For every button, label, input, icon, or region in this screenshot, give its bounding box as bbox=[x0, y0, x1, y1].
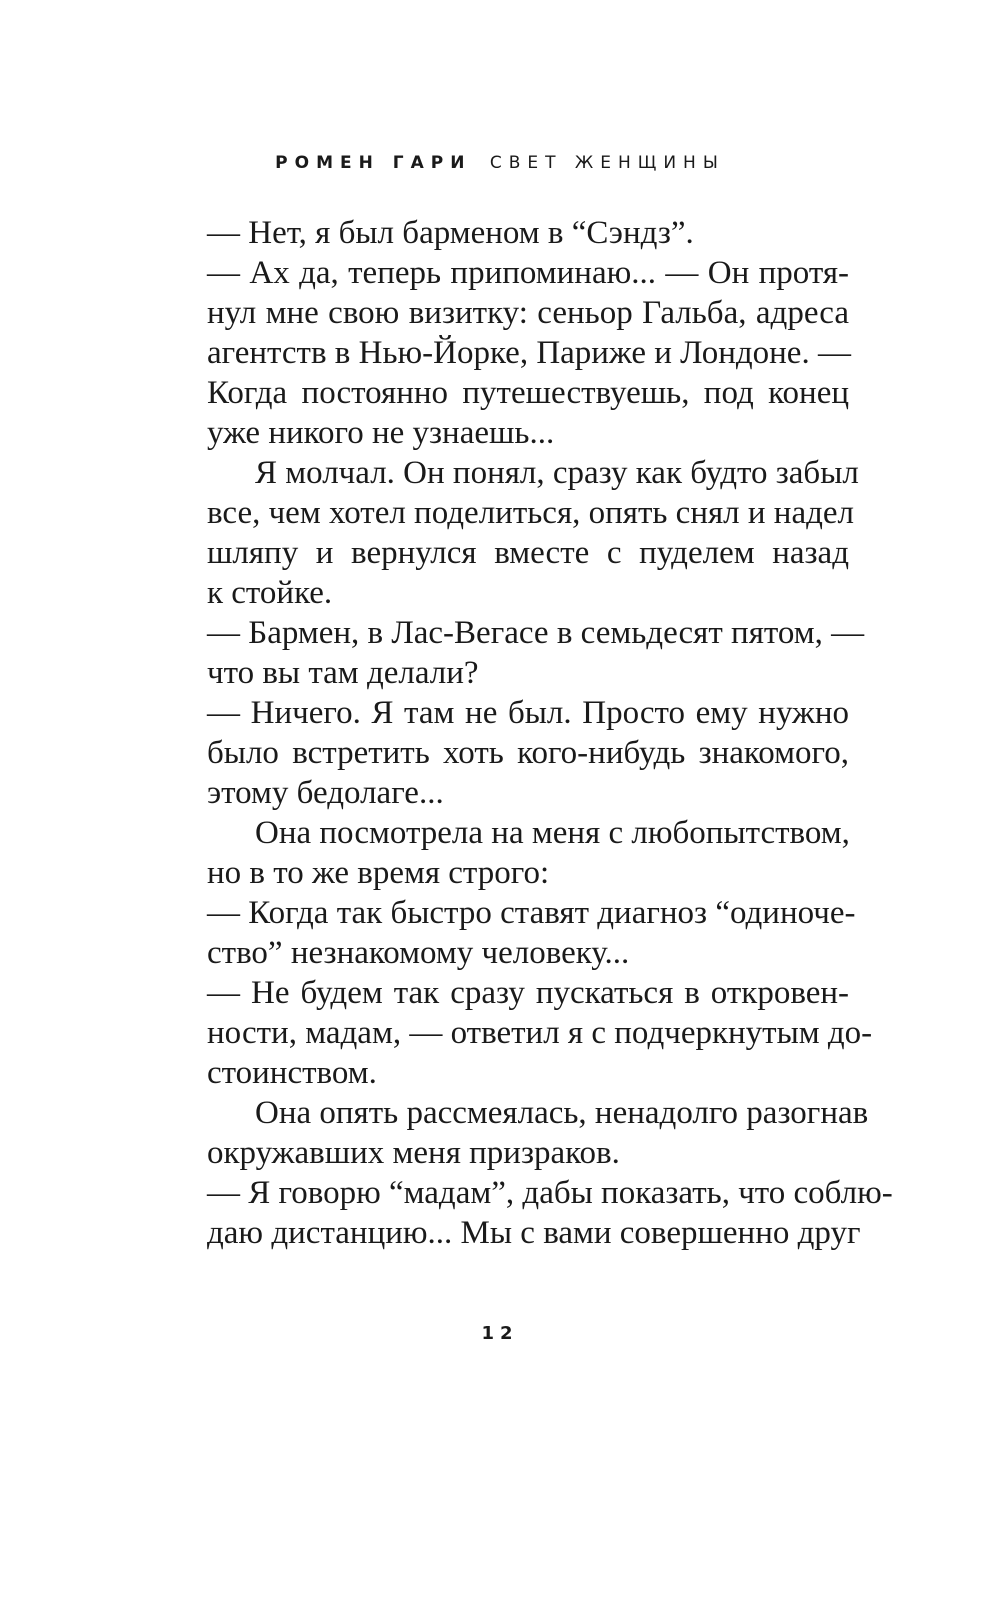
text-line: — Нет, я был барменом в “Сэндз”. bbox=[207, 215, 694, 251]
text-line: ности, мадам, — ответил я с подчеркнутым до- bbox=[207, 1015, 873, 1051]
text-line: — Не будем так сразу пускаться в откровен- bbox=[207, 975, 849, 1011]
text-line: уже никого не узнаешь... bbox=[207, 415, 555, 451]
running-head bbox=[0, 153, 1000, 173]
text-line: даю дистанцию... Мы с вами совершенно друг bbox=[207, 1215, 861, 1251]
text-line: — Я говорю “мадам”, дабы показать, что соблю- bbox=[207, 1175, 893, 1211]
text-line: шляпу и вернулся вместе с пуделем назад bbox=[207, 535, 849, 571]
text-line: агентств в Нью-Йорке, Париже и Лондоне. — bbox=[207, 335, 851, 371]
text-line: Когда постоянно путешествуешь, под конец bbox=[207, 375, 849, 411]
text-line: что вы там делали? bbox=[207, 655, 479, 691]
text-line: к стойке. bbox=[207, 575, 333, 611]
text-line: Она посмотрела на меня с любопытством, bbox=[255, 815, 850, 851]
book-title: СВЕТ ЖЕНЩИНЫ bbox=[489, 153, 725, 173]
text-line: — Ах да, теперь припоминаю... — Он протя- bbox=[207, 255, 849, 291]
text-line: стоинством. bbox=[207, 1055, 377, 1091]
text-line: нул мне свою визитку: сеньор Гальба, адреса bbox=[207, 295, 849, 331]
text-line: ство” незнакомому человеку... bbox=[207, 935, 630, 971]
book-author: РОМЕН ГАРИ bbox=[275, 153, 472, 173]
text-line: — Когда так быстро ставят диагноз “одиноче- bbox=[207, 895, 856, 931]
text-line: все, чем хотел поделиться, опять снял и надел bbox=[207, 495, 855, 531]
page-body-text bbox=[207, 213, 893, 1253]
page-number: 12 bbox=[481, 1323, 519, 1344]
text-line: Я молчал. Он понял, сразу как будто забыл bbox=[255, 455, 859, 491]
text-line: — Ничего. Я там не был. Просто ему нужно bbox=[207, 695, 849, 731]
text-line: этому бедолаге... bbox=[207, 775, 444, 811]
text-line: но в то же время строго: bbox=[207, 855, 550, 891]
text-line: Она опять рассмеялась, ненадолго разогнав bbox=[255, 1095, 869, 1131]
text-line: было встретить хоть кого-нибудь знакомого, bbox=[207, 735, 849, 771]
text-line: окружавших меня призраков. bbox=[207, 1135, 620, 1171]
text-line: — Бармен, в Лас-Вегасе в семьдесят пятом, — bbox=[207, 615, 865, 651]
